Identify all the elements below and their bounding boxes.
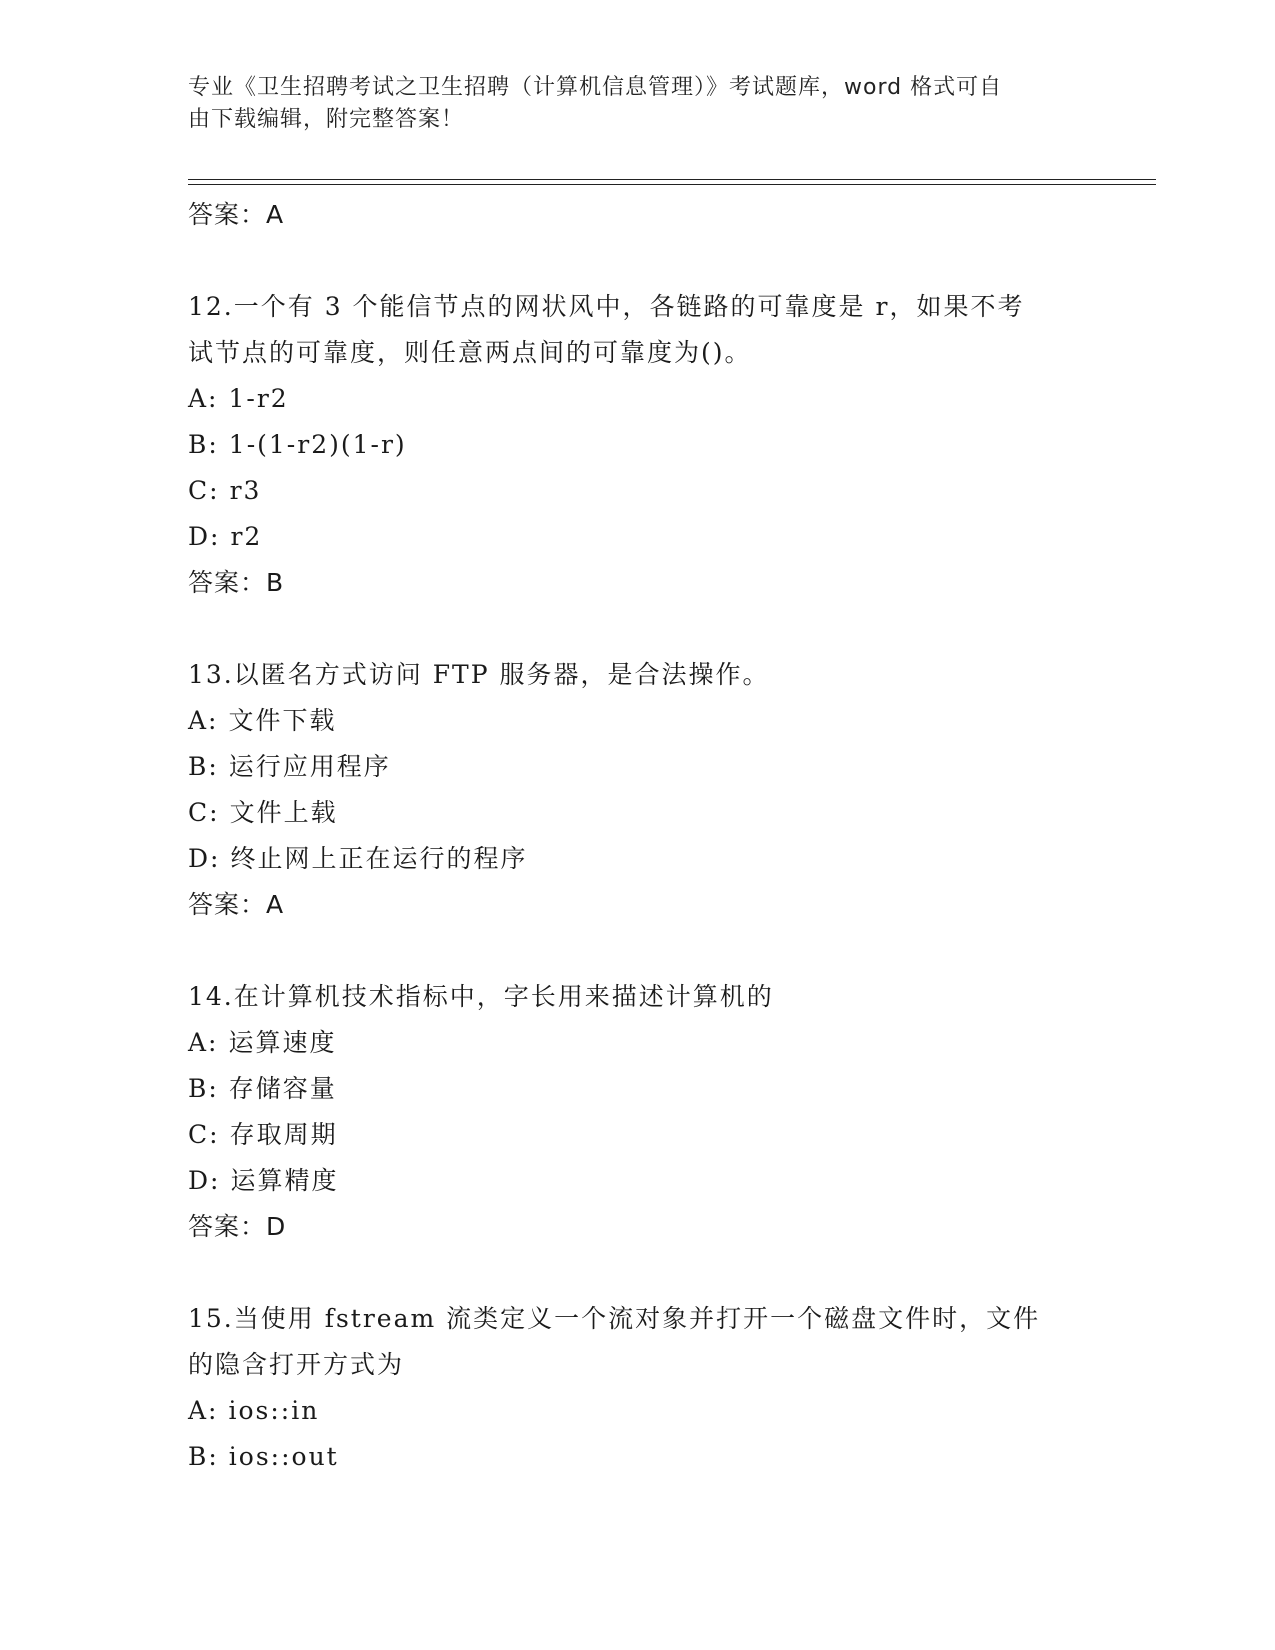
option-row [188, 744, 1088, 790]
option-text: ios::in [228, 1396, 320, 1425]
option-label: B: [188, 1442, 219, 1471]
option-text: 文件下载 [228, 706, 337, 735]
option-label: C: [188, 798, 220, 827]
option-label: A: [188, 384, 219, 413]
question-block [188, 284, 1088, 606]
option-text: 1-(1-r2)(1-r) [228, 430, 407, 459]
option-row [188, 1434, 1088, 1480]
option-row [188, 790, 1088, 836]
option-text: r2 [230, 522, 263, 551]
option-label: D: [188, 844, 221, 873]
option-label: B: [188, 1074, 219, 1103]
option-row [188, 1112, 1088, 1158]
question-text-line: 15.当使用 fstream 流类定义一个流对象并打开一个磁盘文件时，文件 [188, 1304, 1041, 1333]
option-row [188, 698, 1088, 744]
previous-answer: 答案：A [188, 200, 285, 229]
option-row [188, 1066, 1088, 1112]
header-divider-top [188, 179, 1156, 180]
question-text [188, 652, 1088, 698]
answer-line: 答案：B [188, 568, 285, 597]
option-label: D: [188, 1166, 221, 1195]
question-block [188, 974, 1088, 1250]
option-row [188, 1388, 1088, 1434]
header-line-1: 专业《卫生招聘考试之卫生招聘（计算机信息管理）》考试题库，word 格式可自 [188, 75, 1003, 100]
question-text [188, 974, 1088, 1020]
question-text [188, 1296, 1088, 1388]
option-row [188, 422, 1088, 468]
question-list [188, 190, 1088, 1480]
option-text: 运算速度 [228, 1028, 337, 1057]
question-text-line: 试节点的可靠度，则任意两点间的可靠度为()。 [188, 338, 752, 367]
option-text: 终止网上正在运行的程序 [230, 844, 528, 873]
question-text [188, 284, 1088, 376]
option-text: ios::out [228, 1442, 339, 1471]
header-line-2: 由下载编辑，附完整答案！ [188, 107, 465, 132]
option-row [188, 836, 1088, 882]
option-text: 存取周期 [229, 1120, 338, 1149]
option-text: 文件上载 [229, 798, 338, 827]
option-row [188, 1020, 1088, 1066]
answer-line: 答案：D [188, 1212, 287, 1241]
option-label: A: [188, 706, 219, 735]
option-label: D: [188, 522, 221, 551]
option-label: C: [188, 1120, 220, 1149]
option-row [188, 514, 1088, 560]
question-text-line: 14.在计算机技术指标中，字长用来描述计算机的 [188, 982, 774, 1011]
question-block [188, 652, 1088, 928]
question-block [188, 1296, 1088, 1480]
option-text: r3 [229, 476, 262, 505]
questions-container [188, 284, 1088, 1480]
option-label: A: [188, 1028, 219, 1057]
question-text-line: 13.以匿名方式访问 FTP 服务器，是合法操作。 [188, 660, 770, 689]
option-text: 存储容量 [228, 1074, 337, 1103]
option-label: B: [188, 430, 219, 459]
option-label: B: [188, 752, 219, 781]
option-row [188, 1158, 1088, 1204]
question-text-line: 的隐含打开方式为 [188, 1350, 405, 1379]
option-label: C: [188, 476, 220, 505]
question-text-line: 12.一个有 3 个能信节点的网状风中，各链路的可靠度是 r，如果不考 [188, 292, 1025, 321]
header-divider-bottom [188, 184, 1156, 185]
option-text: 1-r2 [228, 384, 289, 413]
option-text: 运算精度 [230, 1166, 339, 1195]
answer-line: 答案：A [188, 890, 285, 919]
option-label: A: [188, 1396, 219, 1425]
option-text: 运行应用程序 [228, 752, 391, 781]
document-header [188, 72, 1068, 136]
option-row [188, 376, 1088, 422]
option-row [188, 468, 1088, 514]
